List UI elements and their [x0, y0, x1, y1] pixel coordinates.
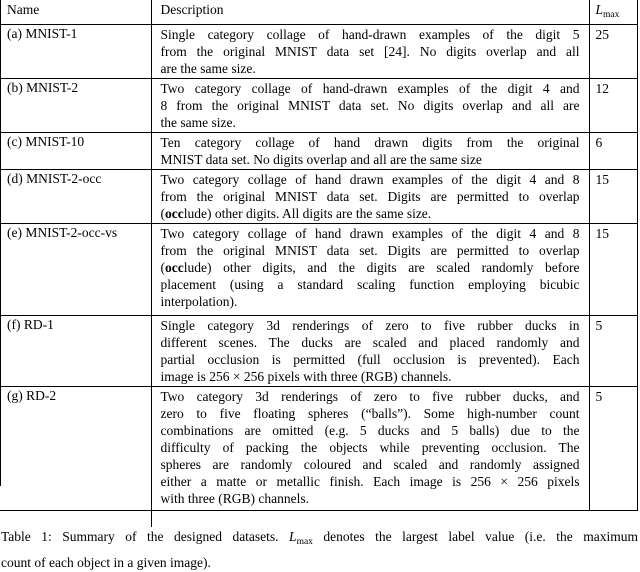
table-row — [0, 79, 637, 133]
table-row — [0, 224, 637, 316]
dataset-name-cell: (g) RD-2 — [0, 387, 151, 511]
description-line: Single category 3d renderings of zero to five rubber ducks in — [161, 317, 580, 334]
dataset-description-cell — [151, 316, 589, 387]
dataset-description-cell — [151, 387, 589, 511]
description-line: Single category collage of hand-drawn examples of the digit 5 — [161, 26, 580, 43]
lmax-value-cell: 25 — [589, 25, 637, 79]
lmax-subscript: max — [297, 537, 313, 547]
table-caption — [0, 527, 638, 572]
description-line: from the original MNIST data set. Digits are permitted to overlap — [161, 242, 580, 259]
caption-text: denotes the largest label value (i.e. the maximum — [313, 529, 638, 544]
description-line: Two category 3d renderings of zero to five rubber ducks, and — [161, 388, 580, 405]
description-line: (occlude) other digits. All digits are the same size. — [161, 205, 580, 222]
description-line: difficulty of packing the objects while preventing occlusion. The — [161, 439, 580, 456]
column-divider-stub — [151, 511, 152, 527]
lmax-value-cell: 6 — [589, 133, 637, 170]
caption-line-2: count of each object in a given image). — [1, 553, 638, 572]
description-line: from the original MNIST data set [24]. No digits overlap and all — [161, 43, 580, 60]
lmax-value-cell: 12 — [589, 79, 637, 133]
lmax-value-cell: 5 — [589, 387, 637, 511]
table-row — [0, 133, 637, 170]
column-header-name: Name — [0, 0, 151, 25]
caption-text: Table 1: Summary of the designed datasets. — [1, 529, 289, 544]
table-row — [0, 25, 637, 79]
lmax-symbol: L — [289, 529, 297, 544]
dataset-description-cell — [151, 224, 589, 316]
table-left-border — [0, 0, 1, 486]
description-line: (occlude) other digits, and the digits are scaled randomly before — [161, 259, 580, 276]
description-line: either a matte or metallic finish. Each image is 256 × 256 pixels — [161, 473, 580, 490]
dataset-description-cell — [151, 79, 589, 133]
description-line: partial occlusion is permitted (full occlusion is prevented). Each — [161, 351, 580, 368]
dataset-description-cell — [151, 25, 589, 79]
description-line: MNIST data set. No digits overlap and all are the same size — [161, 151, 580, 168]
dataset-name-cell: (c) MNIST-10 — [0, 133, 151, 170]
description-line: image is 256 × 256 pixels with three (RGB) channels. — [161, 368, 580, 385]
description-line: Two category collage of hand drawn examples of the digit 4 and 8 — [161, 171, 580, 188]
description-line: Two category collage of hand-drawn examples of the digit 4 and — [161, 80, 580, 97]
description-line: Ten category collage of hand drawn digits from the original — [161, 134, 580, 151]
caption-line-1 — [1, 527, 638, 553]
dataset-description-cell — [151, 133, 589, 170]
lmax-symbol: L — [596, 2, 604, 17]
description-line: with three (RGB) channels. — [161, 490, 580, 507]
dataset-name-cell: (d) MNIST-2-occ — [0, 170, 151, 224]
table-row — [0, 316, 637, 387]
column-header-lmax — [589, 0, 637, 25]
description-line: Two category collage of hand drawn examples of the digit 4 and 8 — [161, 225, 580, 242]
lmax-value-cell: 15 — [589, 170, 637, 224]
description-line: 8 from the original MNIST data set. No digits overlap and all are — [161, 97, 580, 114]
description-line: interpolation). — [161, 293, 580, 310]
header-row — [0, 0, 637, 25]
table-row — [0, 387, 637, 511]
column-header-description: Description — [151, 0, 589, 25]
description-line: different scenes. The ducks are scaled and placed randomly and — [161, 334, 580, 351]
dataset-description-cell — [151, 170, 589, 224]
description-line: the same size. — [161, 114, 580, 131]
table-row — [0, 170, 637, 224]
description-line: from the original MNIST data set. Digits are permitted to overlap — [161, 188, 580, 205]
lmax-value-cell: 15 — [589, 224, 637, 316]
description-line: spheres are randomly coloured and scaled and randomly assigned — [161, 456, 580, 473]
lmax-subscript: max — [603, 10, 619, 20]
description-line: are the same size. — [161, 60, 580, 77]
dataset-name-cell: (b) MNIST-2 — [0, 79, 151, 133]
description-line: zero to five floating spheres (“balls”). Some high-number count — [161, 405, 580, 422]
dataset-name-cell: (e) MNIST-2-occ-vs — [0, 224, 151, 316]
dataset-name-cell: (a) MNIST-1 — [0, 25, 151, 79]
lmax-value-cell: 5 — [589, 316, 637, 387]
description-line: placement (using a standard scaling function employing bicubic — [161, 276, 580, 293]
description-line: combinations are omitted (e.g. 5 ducks and 5 balls) due to the — [161, 422, 580, 439]
datasets-table-body — [0, 25, 637, 511]
dataset-name-cell: (f) RD-1 — [0, 316, 151, 387]
